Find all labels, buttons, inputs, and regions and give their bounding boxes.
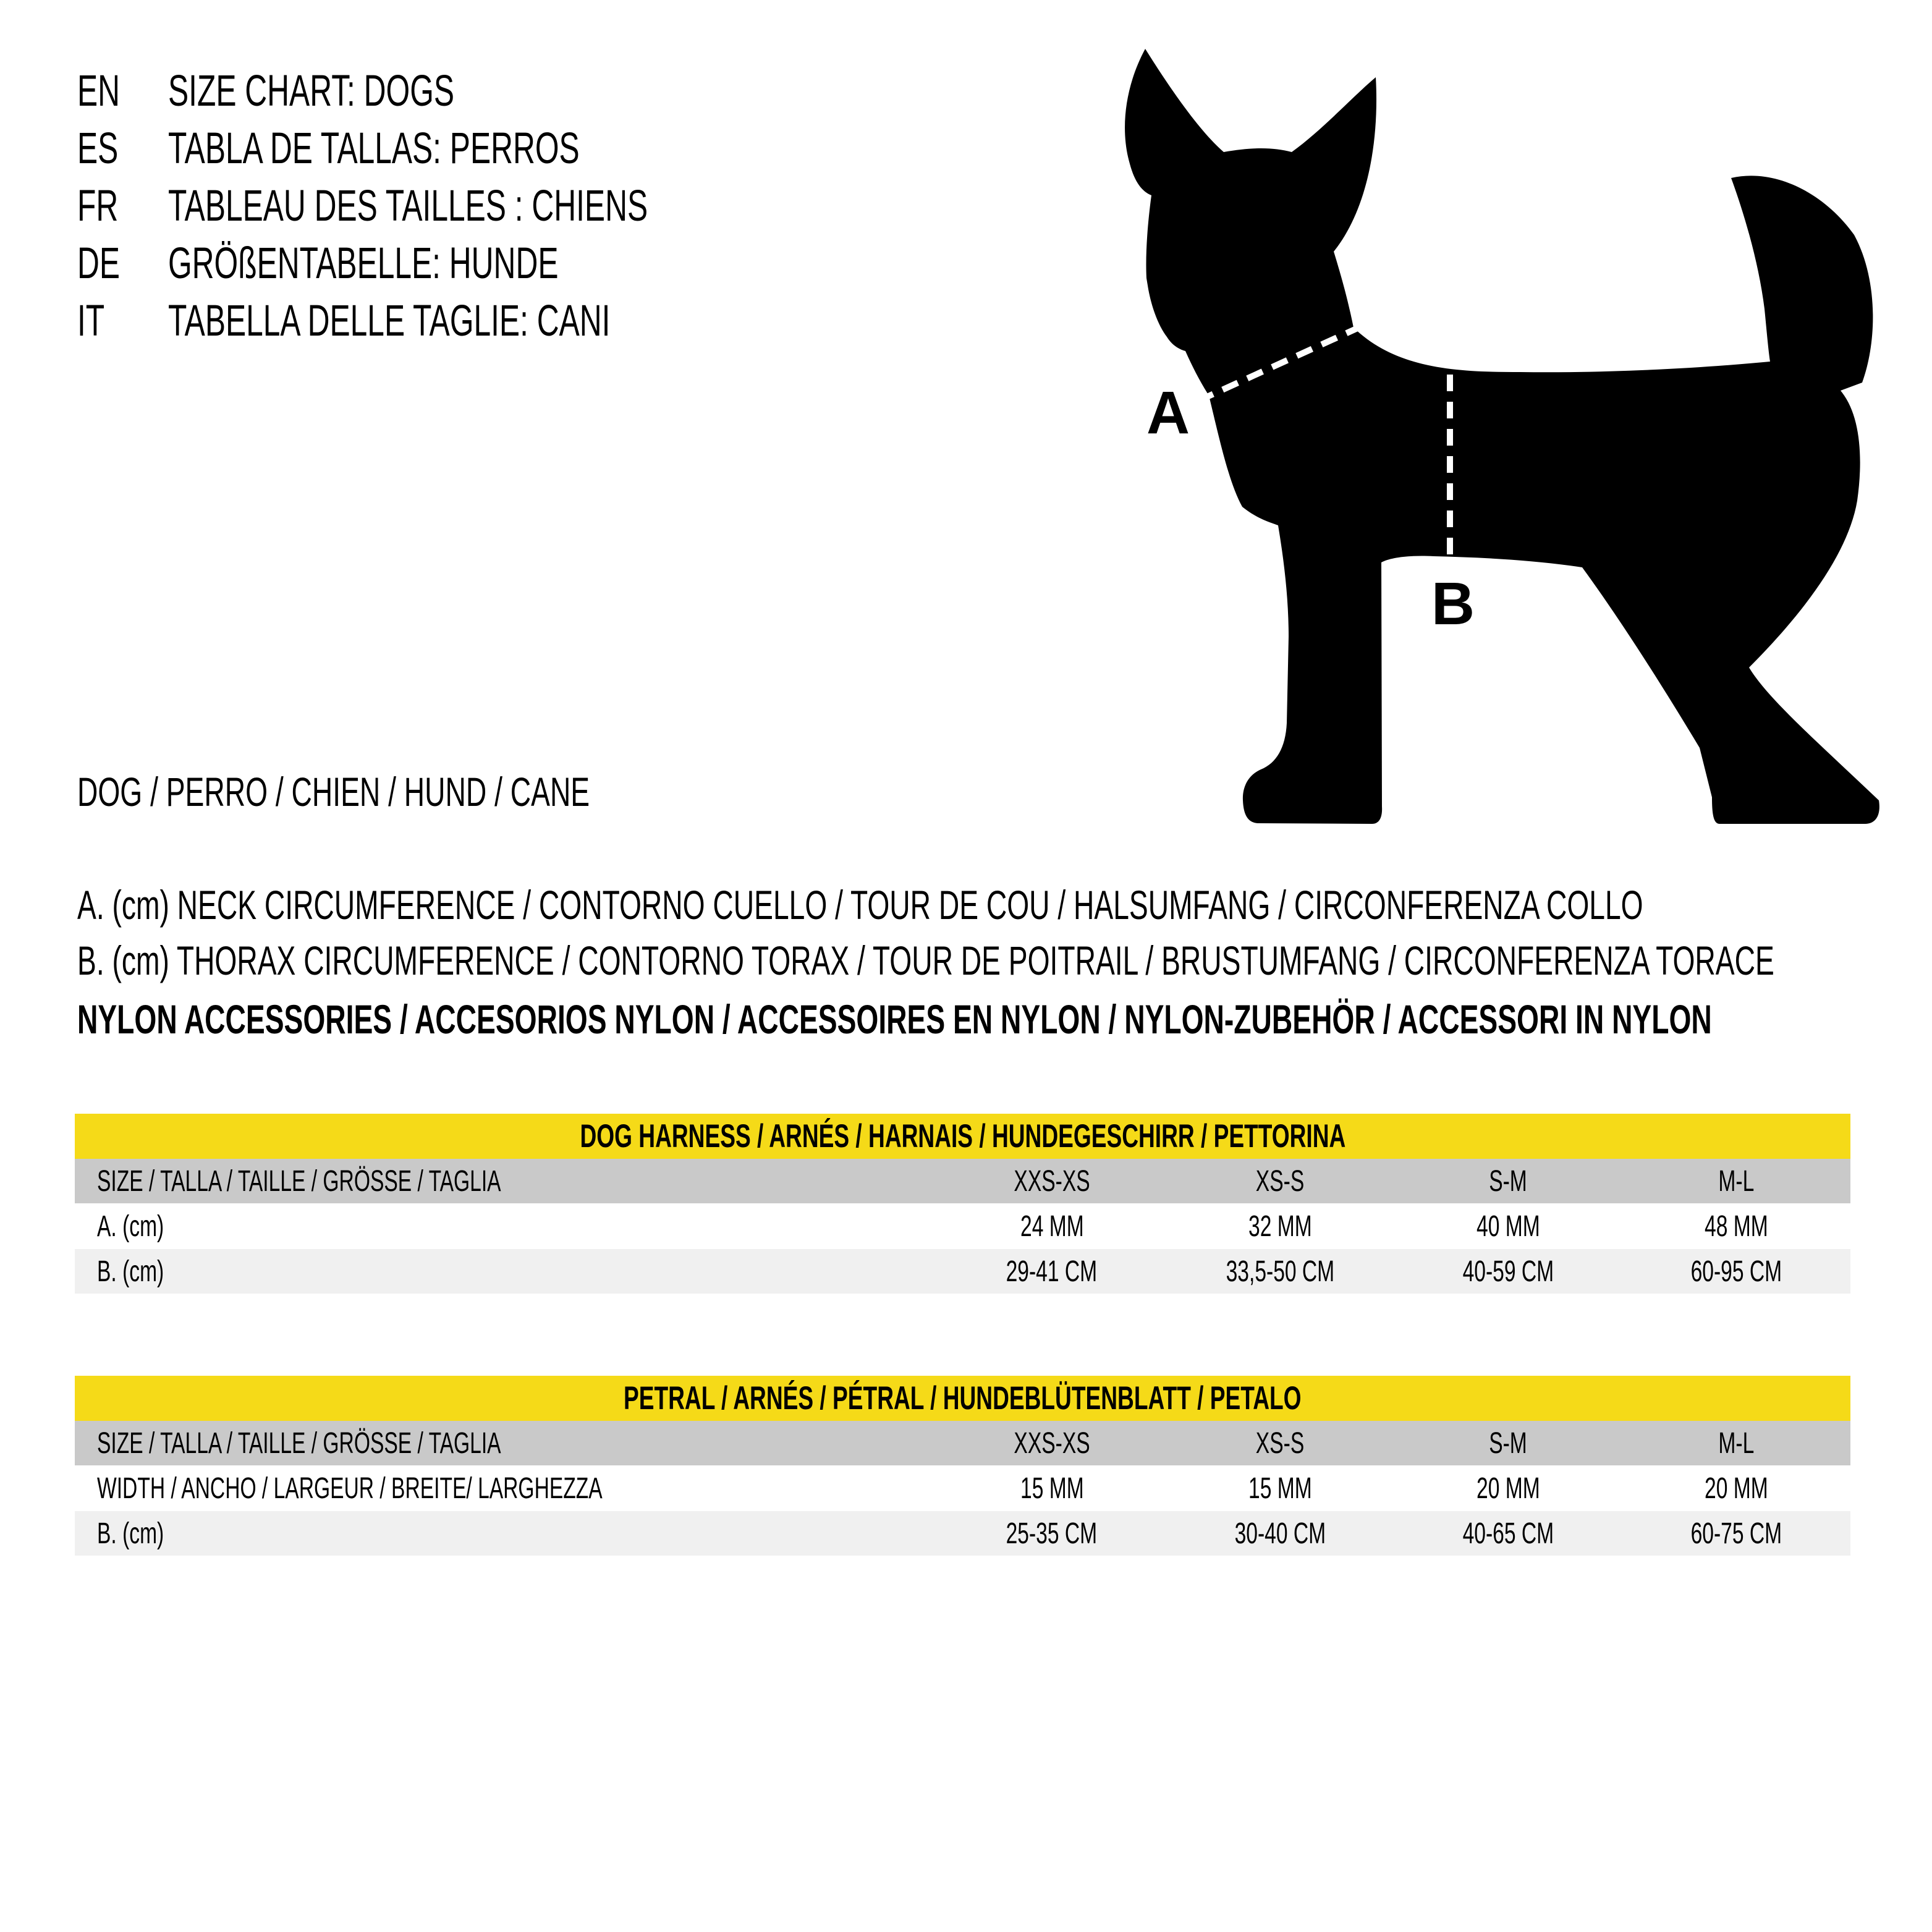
page-title: SIZE CHART: DOGS	[168, 67, 455, 116]
dog-body-shape	[1125, 49, 1879, 824]
harness-size-table	[75, 1114, 1850, 1294]
page-title-de: GRÖßENTABELLE: HUNDE	[168, 239, 559, 288]
value-cell	[1622, 1255, 1850, 1289]
value-cell	[1166, 1517, 1394, 1551]
cell-value: 40-59 CM	[1462, 1255, 1554, 1288]
size-col-m-l: M-L	[1718, 1426, 1755, 1460]
note-nylon-text: NYLON ACCESSORIES / ACCESORIOS NYLON / ACCESSOIRES EN NYLON / NYLON-ZUBEHÖR / ACCESSORI IN NYLON	[77, 996, 1712, 1042]
page-title-fr: TABLEAU DES TAILLES : CHIENS	[168, 182, 648, 231]
value-cell	[1394, 1255, 1622, 1289]
row-label-cell	[75, 1255, 938, 1289]
cell-value: 32 MM	[1248, 1210, 1312, 1243]
harness-size-header-row	[75, 1159, 1850, 1203]
table-row	[75, 1249, 1850, 1294]
row-label: B. (cm)	[97, 1255, 164, 1288]
cell-value: 20 MM	[1705, 1472, 1768, 1505]
row-label: WIDTH / ANCHO / LARGEUR / BREITE/ LARGHEZZA	[97, 1472, 603, 1505]
cell-value: 40-65 CM	[1462, 1517, 1554, 1550]
lang-code: DE	[77, 239, 121, 288]
cell-value: 33,5-50 CM	[1226, 1255, 1334, 1288]
row-label: A. (cm)	[97, 1210, 164, 1243]
lang-code: IT	[77, 297, 105, 345]
note-thorax-text: B. (cm) THORAX CIRCUMFERENCE / CONTORNO TORAX / TOUR DE POITRAIL / BRUSTUMFANG / CIRCONFERENZA TORACE	[77, 938, 1774, 983]
size-col-s-m: S-M	[1489, 1164, 1527, 1198]
size-col-s-m: S-M	[1489, 1426, 1527, 1460]
size-column-header	[1394, 1426, 1622, 1460]
size-col-m-l: M-L	[1718, 1164, 1755, 1198]
cell-value: 60-75 CM	[1690, 1517, 1782, 1550]
value-cell	[938, 1472, 1166, 1506]
cell-value: 30-40 CM	[1234, 1517, 1326, 1550]
row-label: B. (cm)	[97, 1517, 164, 1550]
lang-code: ES	[77, 124, 119, 173]
size-column-header	[938, 1164, 1166, 1198]
lang-code: FR	[77, 182, 119, 231]
note-nylon-accessories	[77, 996, 1932, 1042]
table-row	[75, 1203, 1850, 1249]
row-label-cell	[75, 1210, 938, 1244]
size-column-header	[1166, 1164, 1394, 1198]
value-cell	[1166, 1472, 1394, 1506]
size-column-header	[1622, 1164, 1850, 1198]
petral-table-title: PETRAL / ARNÉS / PÉTRAL / HUNDEBLÜTENBLATT / PETALO	[624, 1380, 1302, 1417]
cell-value: 60-95 CM	[1690, 1255, 1782, 1288]
row-label-cell	[75, 1472, 938, 1506]
size-column-header	[938, 1426, 1166, 1460]
note-thorax-circumference	[77, 940, 1932, 981]
value-cell	[938, 1255, 1166, 1289]
marker-b-label: B	[1431, 570, 1475, 637]
value-cell	[1622, 1472, 1850, 1506]
value-cell	[1394, 1210, 1622, 1244]
value-cell	[1622, 1210, 1850, 1244]
cell-value: 40 MM	[1476, 1210, 1540, 1243]
harness-table-title-bar	[75, 1114, 1850, 1159]
note-neck-circumference	[77, 882, 1932, 928]
size-header-label-cell	[75, 1164, 938, 1198]
size-column-header	[1622, 1426, 1850, 1460]
size-column-header	[1166, 1426, 1394, 1460]
size-col-xs-s: XS-S	[1255, 1426, 1305, 1460]
marker-a-label: A	[1146, 379, 1190, 446]
petral-table-title-bar	[75, 1376, 1850, 1421]
table-row	[75, 1465, 1850, 1511]
row-label-cell	[75, 1517, 938, 1551]
cell-value: 48 MM	[1705, 1210, 1768, 1243]
cell-value: 25-35 CM	[1006, 1517, 1098, 1550]
size-column-header	[1394, 1164, 1622, 1198]
petral-size-header-row	[75, 1421, 1850, 1465]
dog-silhouette-icon	[1088, 31, 1916, 859]
cell-value: 15 MM	[1248, 1472, 1312, 1505]
value-cell	[1394, 1472, 1622, 1506]
figure-caption	[77, 769, 809, 815]
figure-caption-text: DOG / PERRO / CHIEN / HUND / CANE	[77, 769, 590, 815]
cell-value: 15 MM	[1020, 1472, 1084, 1505]
value-cell	[938, 1517, 1166, 1551]
value-cell	[1622, 1517, 1850, 1551]
page-title-it: TABELLA DELLE TAGLIE: CANI	[168, 297, 611, 345]
petral-size-table	[75, 1376, 1850, 1556]
value-cell	[1166, 1255, 1394, 1289]
table-row	[75, 1511, 1850, 1556]
size-col-xxs-xs: XXS-XS	[1014, 1164, 1090, 1198]
size-col-xs-s: XS-S	[1255, 1164, 1305, 1198]
value-cell	[1394, 1517, 1622, 1551]
note-neck-text: A. (cm) NECK CIRCUMFERENCE / CONTORNO CUELLO / TOUR DE COU / HALSUMFANG / CIRCONFERENZA COLLO	[77, 882, 1643, 928]
harness-table-title: DOG HARNESS / ARNÉS / HARNAIS / HUNDEGESCHIRR / PETTORINA	[580, 1118, 1345, 1155]
cell-value: 20 MM	[1476, 1472, 1540, 1505]
value-cell	[1166, 1210, 1394, 1244]
size-header-label: SIZE / TALLA / TAILLE / GRÖSSE / TAGLIA	[97, 1426, 501, 1460]
size-header-label: SIZE / TALLA / TAILLE / GRÖSSE / TAGLIA	[97, 1164, 501, 1198]
size-col-xxs-xs: XXS-XS	[1014, 1426, 1090, 1460]
size-header-label-cell	[75, 1426, 938, 1460]
cell-value: 29-41 CM	[1006, 1255, 1098, 1288]
lang-code: EN	[77, 67, 121, 116]
cell-value: 24 MM	[1020, 1210, 1084, 1243]
value-cell	[938, 1210, 1166, 1244]
page-title-es: TABLA DE TALLAS: PERROS	[168, 124, 580, 173]
